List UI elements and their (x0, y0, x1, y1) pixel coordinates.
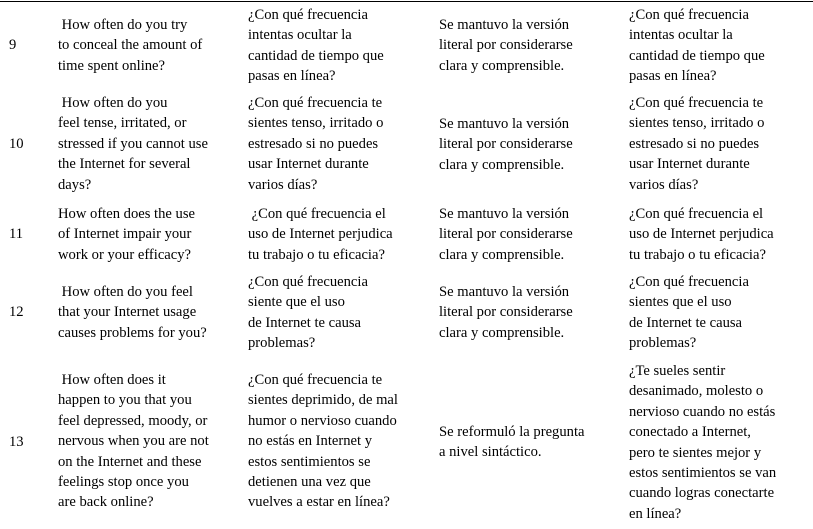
spanish-final-item: ¿Con qué frecuencia el uso de Internet perjudica tu trabajo o tu eficacia? (629, 206, 774, 263)
adaptation-note: Se mantuvo la versión literal por considerarse clara y comprensible. (439, 284, 573, 341)
english-item: How often do you feel that your Internet usage causes problems for you? (58, 284, 207, 341)
spanish-final-item: ¿Con qué frecuencia intentas ocultar la cantidad de tiempo que pasas en línea? (629, 7, 765, 85)
english-item: How often do you feel tense, irritated, or stressed if you cannot use the Internet for several days? (58, 95, 208, 193)
adaptation-note: Se mantuvo la versión literal por considerarse clara y comprensible. (439, 116, 573, 173)
item-number: 13 (9, 434, 24, 450)
english-item: How often do you try to conceal the amount of time spent online? (58, 17, 203, 74)
spanish-final-item: ¿Te sueles sentir desanimado, molesto o nervioso cuando no estás conectado a Internet, pero te sientes mejor y estos sentimientos se van cuando logras conectarte en línea? (629, 363, 777, 522)
item-number: 9 (9, 37, 17, 53)
spanish-final-item: ¿Con qué frecuencia te sientes tenso, irritado o estresado si no puedes usar Internet durante varios días? (629, 95, 765, 193)
spanish-literal-item: ¿Con qué frecuencia te sientes tenso, irritado o estresado si no puedes usar Internet durante varios días? (248, 95, 384, 193)
adaptation-note: Se mantuvo la versión literal por considerarse clara y comprensible. (439, 206, 573, 263)
english-item: How often does the use of Internet impair your work or your efficacy? (58, 206, 195, 263)
item-number: 10 (9, 136, 24, 152)
adaptation-note: Se reformuló la pregunta a nivel sintáctico. (439, 424, 585, 461)
spanish-literal-item: ¿Con qué frecuencia el uso de Internet perjudica tu trabajo o tu eficacia? (248, 206, 393, 263)
spanish-literal-item: ¿Con qué frecuencia te sientes deprimido, de mal humor o nervioso cuando no estás en Internet y estos sentimientos se detienen una vez que vuelves a estar en línea? (248, 372, 398, 511)
english-item: How often does it happen to you that you feel depressed, moody, or nervous when you are not on the Internet and these feelings stop once you are back online? (58, 372, 209, 511)
spanish-literal-item: ¿Con qué frecuencia intentas ocultar la cantidad de tiempo que pasas en línea? (248, 7, 384, 85)
adaptation-note: Se mantuvo la versión literal por considerarse clara y comprensible. (439, 17, 573, 74)
item-number: 12 (9, 304, 24, 320)
spanish-literal-item: ¿Con qué frecuencia siente que el uso de Internet te causa problemas? (248, 274, 368, 352)
table-top-rule (0, 1, 813, 2)
item-number: 11 (9, 226, 24, 242)
spanish-final-item: ¿Con qué frecuencia sientes que el uso de Internet te causa problemas? (629, 274, 749, 352)
